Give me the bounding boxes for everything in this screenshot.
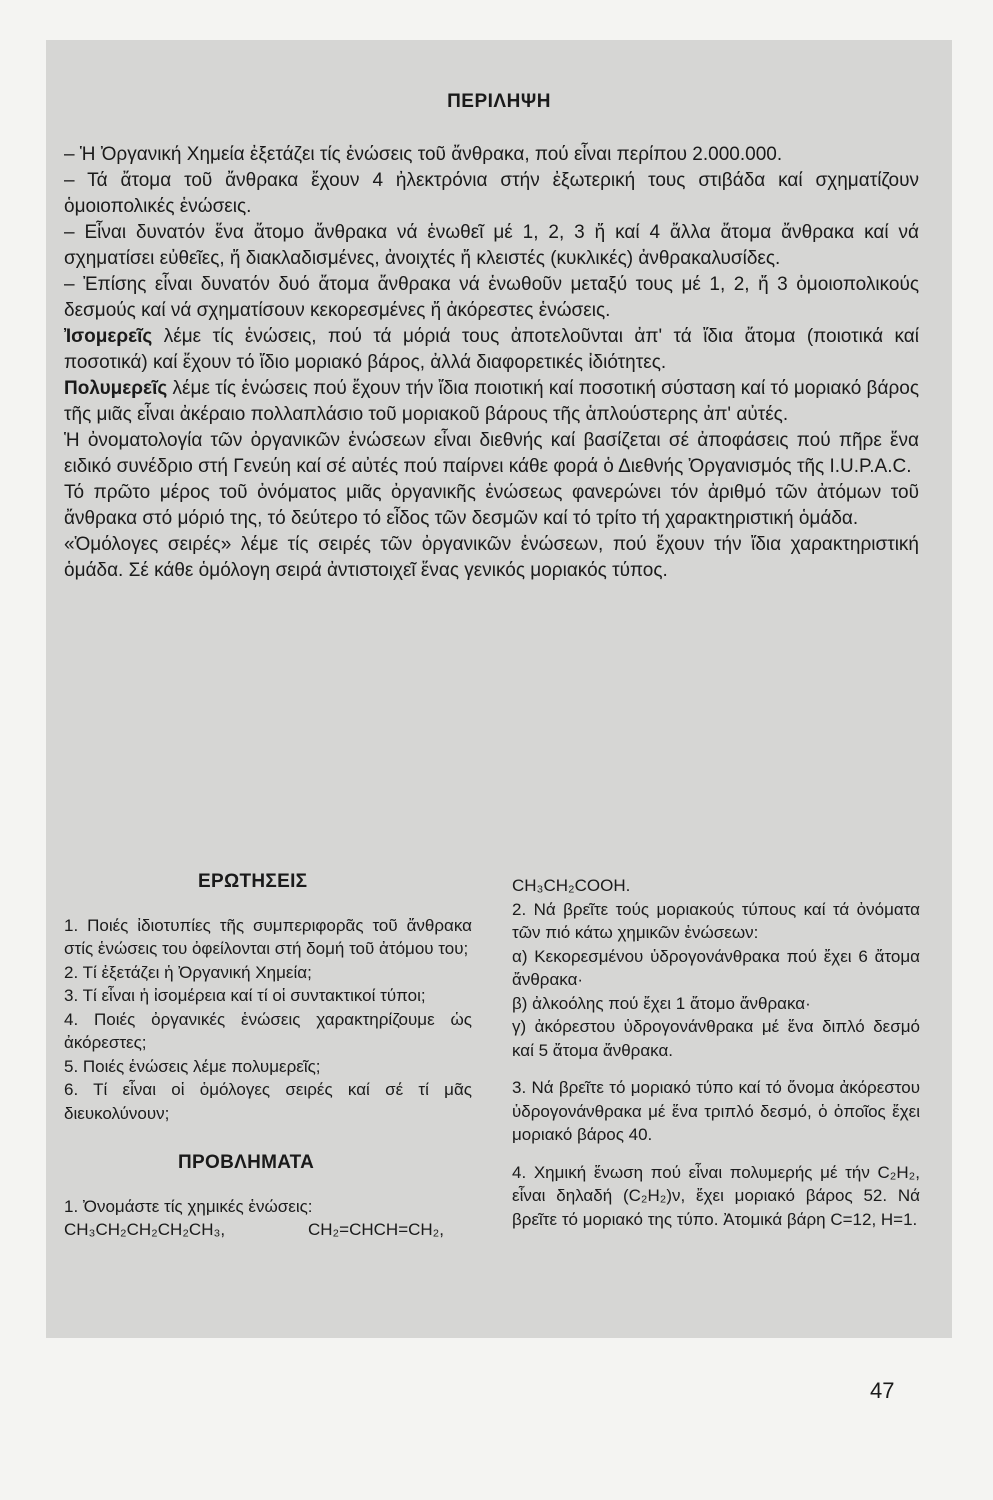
- question-item: 3. Τί εἶναι ἡ ἰσομέρεια καί τί οἱ συντακτικοί τύποι;: [64, 986, 426, 1005]
- isomers-definition: λέμε τίς ἑνώσεις, πού τά μόριά τους ἀποτελοῦνται ἀπ' τά ἴδια ἄτομα (ποιοτικά καί ποσοτικά) καί ἔχουν τό ἴδιο μοριακό βάρος, ἀλλά διαφορετικές ἰδιότητες.: [64, 326, 919, 373]
- problem-subitem: α) Κεκορεσμένου ὑδρογονάνθρακα πού ἔχει 6 ἄτομα ἄνθρακα·: [512, 946, 920, 989]
- term-isomers: Ἰσομερεῖς: [64, 326, 153, 347]
- left-column: [64, 870, 472, 1242]
- question-item: 5. Ποιές ἑνώσεις λέμε πολυμερεῖς;: [64, 1056, 321, 1076]
- problem-item: 1. Ὀνομάστε τίς χημικές ἑνώσεις:: [64, 1196, 313, 1216]
- summary-paragraph: – Ἐπίσης εἶναι δυνατόν δυό ἄτομα ἄνθρακα νά ἑνωθοῦν μεταξύ τους μέ 1, 2, ἤ 3 ὁμοιοπολικούς δεσμούς καί νά σχηματίσουν κεκορεσμένες ἤ ἀκόρεστες ἑνώσεις.: [64, 274, 919, 321]
- summary-paragraph: Ἡ ὀνοματολογία τῶν ὀργανικῶν ἑνώσεων εἶναι διεθνής καί βασίζεται σέ ἀποφάσεις πού πῆρε ἕνα ειδικό συνέδριο στή Γενεύη καί σέ αὐτές πού παίρνει κάθε φορά ὁ Διεθνής Ὀργανισμός τῆς I.U.P.A.C.: [64, 430, 919, 477]
- page-number: 47: [870, 1378, 895, 1403]
- summary-paragraph: – Τά ἄτομα τοῦ ἄνθρακα ἔχουν 4 ἠλεκτρόνια στήν ἐξωτερική τους στιβάδα καί σχηματίζουν ὁμοιοπολικές ἑνώσεις.: [64, 170, 919, 217]
- problem-item: 3. Νά βρεῖτε τό μοριακό τύπο καί τό ὄνομα ἀκόρεστου ὑδρογονάνθρακα μέ ἕνα τριπλό δεσμό, ὁ ὁποῖος ἔχει μοριακό βάρος 40.: [512, 1078, 920, 1144]
- problem-subitem: β) ἀλκοόλης πού ἔχει 1 ἄτομο ἄνθρακα·: [512, 993, 811, 1013]
- question-item: 2. Τί ἐξετάζει ἡ Ὀργανική Χημεία;: [64, 962, 312, 982]
- summary-paragraph: «Ὁμόλογες σειρές» λέμε τίς σειρές τῶν ὀργανικῶν ἑνώσεων, πού ἔχουν τήν ἴδια χαρακτηριστική ὁμάδα. Σέ κάθε ὁμόλογη σειρά ἀντιστοιχεῖ ἕνας γενικός μοριακός τύπος.: [64, 534, 919, 581]
- problem-subitem: γ) ἀκόρεστου ὑδρογονάνθρακα μέ ἕνα διπλό δεσμό καί 5 ἄτομα ἄνθρακα.: [512, 1017, 920, 1060]
- right-column: [512, 874, 920, 1231]
- question-item: 6. Τί εἶναι οἱ ὁμόλογες σειρές καί σέ τί μᾶς διευκολύνουν;: [64, 1080, 472, 1123]
- summary-paragraph: – Ἡ Ὀργανική Χημεία ἐξετάζει τίς ἑνώσεις τοῦ ἄνθρακα, πού εἶναι περίπου 2.000.000.: [64, 144, 783, 165]
- summary-paragraph: [64, 376, 919, 428]
- term-polymers: Πολυμερεῖς: [64, 378, 168, 399]
- problem-item: 4. Χημική ἕνωση πού εἶναι πολυμερής μέ τήν C₂H₂, εἶναι δηλαδή (C₂H₂)ν, ἔχει μοριακό βάρος 52. Νά βρεῖτε τό μοριακό της τύπο. Ἀτομικά βάρη C=12, H=1.: [512, 1162, 920, 1229]
- question-item: 1. Ποιές ἰδιοτυπίες τῆς συμπεριφορᾶς τοῦ ἄνθρακα στίς ἑνώσεις του ὀφείλονται στή δομή τοῦ ἀτόμου του;: [64, 915, 472, 958]
- formula-propanoic-acid: CH₃CH₂COOH.: [512, 876, 631, 895]
- problems-heading: ΠΡΟΒΛΗΜΑΤΑ: [178, 1152, 315, 1173]
- summary-paragraph: [64, 324, 919, 376]
- summary-section: [64, 142, 919, 584]
- formula-pentane: CH₃CH₂CH₂CH₂CH₃,: [64, 1220, 226, 1239]
- question-item: 4. Ποιές ὀργανικές ἑνώσεις χαρακτηρίζουμε ὡς ἀκόρεστες;: [64, 1009, 472, 1052]
- questions-heading: ΕΡΩΤΗΣΕΙΣ: [198, 871, 308, 892]
- formula-row: [64, 1218, 472, 1242]
- polymers-definition: λέμε τίς ἑνώσεις πού ἔχουν τήν ἴδια ποιοτική καί ποσοτική σύσταση καί τό μοριακό βάρος τῆς μιᾶς εἶναι ἀκέραιο πολλαπλάσιο τοῦ μοριακοῦ βάρους τῆς ἁπλούστερης ἀπ' αὐτές.: [64, 378, 919, 425]
- summary-paragraph: – Εἶναι δυνατόν ἕνα ἄτομο ἄνθρακα νά ἑνωθεῖ μέ 1, 2, 3 ἤ καί 4 ἄλλα ἄτομα ἄνθρακα καί νά σχηματίσει εὐθεῖες, ἤ διακλαδισμένες, ἀνοιχτές ἤ κλειστές (κυκλικές) ἀνθρακαλυσίδες.: [64, 222, 919, 269]
- summary-paragraph: Τό πρῶτο μέρος τοῦ ὀνόματος μιᾶς ὀργανικῆς ἑνώσεως φανερώνει τόν ἀριθμό τῶν ἀτόμων τοῦ ἄνθρακα στό μόριό της, τό δεύτερο τό εἶδος τῶν δεσμῶν καί τό τρίτο τή χαρακτηριστική ὁμάδα.: [64, 482, 919, 529]
- problem-item: 2. Νά βρεῖτε τούς μοριακούς τύπους καί τά ὀνόματα τῶν πιό κάτω χημικῶν ἑνώσεων:: [512, 899, 920, 942]
- summary-title: ΠΕΡΙΛΗΨΗ: [447, 91, 551, 112]
- formula-butadiene: CH₂=CHCH=CH₂,: [308, 1220, 444, 1239]
